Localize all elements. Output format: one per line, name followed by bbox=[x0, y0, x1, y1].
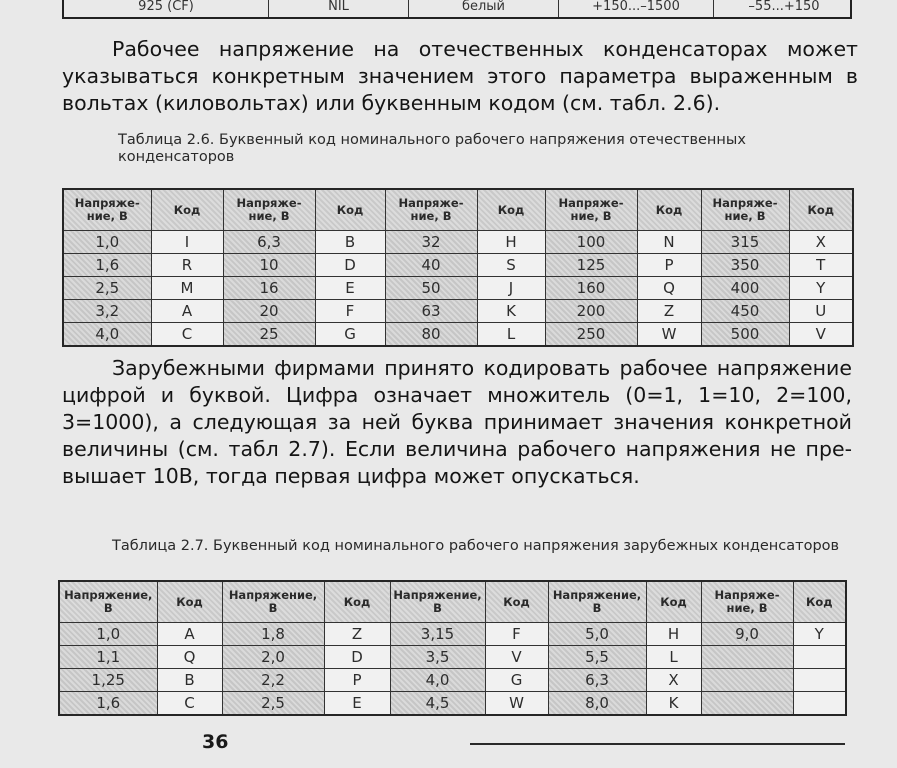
voltage-cell: 6,3 bbox=[223, 231, 315, 254]
header-code: Код bbox=[151, 189, 223, 231]
header-voltage: Напряжение, В bbox=[390, 581, 485, 623]
prev-cell: белый bbox=[409, 0, 559, 17]
voltage-cell: 250 bbox=[545, 323, 637, 347]
code-cell: E bbox=[315, 277, 385, 300]
voltage-cell: 1,25 bbox=[59, 669, 157, 692]
previous-table-last-row bbox=[62, 0, 852, 19]
voltage-cell: 315 bbox=[701, 231, 789, 254]
code-cell: L bbox=[477, 323, 545, 347]
table-row bbox=[63, 254, 853, 277]
code-cell: C bbox=[151, 323, 223, 347]
voltage-cell: 3,2 bbox=[63, 300, 151, 323]
voltage-cell: 160 bbox=[545, 277, 637, 300]
code-cell: F bbox=[315, 300, 385, 323]
header-code: Код bbox=[646, 581, 701, 623]
header-voltage: Напряжение, В bbox=[223, 189, 315, 231]
code-cell: I bbox=[151, 231, 223, 254]
code-cell: N bbox=[637, 231, 701, 254]
voltage-cell bbox=[701, 646, 793, 669]
prev-cell: NIL bbox=[269, 0, 409, 17]
code-cell: B bbox=[315, 231, 385, 254]
voltage-cell: 350 bbox=[701, 254, 789, 277]
voltage-cell: 200 bbox=[545, 300, 637, 323]
prev-cell: –55...+150 bbox=[748, 0, 820, 14]
table-2-6-caption: Таблица 2.6. Буквенный код номинального рабочего напряжения отечественных конденсаторов bbox=[118, 132, 746, 165]
code-cell: X bbox=[646, 669, 701, 692]
voltage-cell: 125 bbox=[545, 254, 637, 277]
voltage-cell: 500 bbox=[701, 323, 789, 347]
code-cell: M bbox=[151, 277, 223, 300]
header-voltage: Напряжение, В bbox=[701, 189, 789, 231]
voltage-cell: 80 bbox=[385, 323, 477, 347]
voltage-cell: 3,15 bbox=[390, 623, 485, 646]
table-row bbox=[63, 323, 853, 347]
table-2-6 bbox=[62, 188, 854, 347]
prev-cell: +150...–1500 bbox=[559, 0, 714, 17]
code-cell: G bbox=[485, 669, 548, 692]
voltage-cell: 5,5 bbox=[548, 646, 646, 669]
code-cell: D bbox=[315, 254, 385, 277]
page-number: 36 bbox=[202, 731, 229, 753]
voltage-cell: 400 bbox=[701, 277, 789, 300]
voltage-cell: 1,6 bbox=[59, 692, 157, 716]
header-voltage: Напряжение, В bbox=[222, 581, 324, 623]
table-row bbox=[63, 231, 853, 254]
header-code: Код bbox=[157, 581, 222, 623]
voltage-cell: 3,5 bbox=[390, 646, 485, 669]
voltage-cell: 4,0 bbox=[390, 669, 485, 692]
code-cell: P bbox=[324, 669, 390, 692]
table-row bbox=[63, 277, 853, 300]
voltage-cell: 16 bbox=[223, 277, 315, 300]
code-cell: Y bbox=[793, 623, 846, 646]
header-voltage: Напряжение, В bbox=[701, 581, 793, 623]
header-code: Код bbox=[793, 581, 846, 623]
code-cell: P bbox=[637, 254, 701, 277]
voltage-cell: 10 bbox=[223, 254, 315, 277]
header-code: Код bbox=[485, 581, 548, 623]
table-row bbox=[59, 646, 846, 669]
header-voltage: Напряжение, В bbox=[548, 581, 646, 623]
voltage-cell: 32 bbox=[385, 231, 477, 254]
header-code: Код bbox=[789, 189, 853, 231]
code-cell: Y bbox=[789, 277, 853, 300]
voltage-cell: 50 bbox=[385, 277, 477, 300]
table-row bbox=[59, 623, 846, 646]
paragraph-foreign-voltage: Зарубежными фирмами принято кодировать рабочее напряжение цифрой и буквой. Цифра означает множитель (0=1, 1=10, 2=100, 3=1000), а следующая за ней буква принимает значения конкретной величины (см. табл 2.7). Если величина рабочего напряжения не превышает 10В, тогда первая цифра может опускаться. bbox=[62, 356, 852, 488]
code-cell: J bbox=[477, 277, 545, 300]
code-cell: A bbox=[151, 300, 223, 323]
voltage-cell: 2,5 bbox=[222, 692, 324, 716]
table-header-row bbox=[59, 581, 846, 623]
code-cell: U bbox=[789, 300, 853, 323]
code-cell bbox=[793, 646, 846, 669]
voltage-cell: 2,5 bbox=[63, 277, 151, 300]
code-cell: T bbox=[789, 254, 853, 277]
voltage-cell: 2,0 bbox=[222, 646, 324, 669]
code-cell: R bbox=[151, 254, 223, 277]
voltage-cell: 40 bbox=[385, 254, 477, 277]
code-cell: V bbox=[485, 646, 548, 669]
code-cell: F bbox=[485, 623, 548, 646]
voltage-cell: 1,1 bbox=[59, 646, 157, 669]
voltage-cell bbox=[701, 692, 793, 716]
code-cell: A bbox=[157, 623, 222, 646]
header-code: Код bbox=[477, 189, 545, 231]
code-cell: W bbox=[637, 323, 701, 347]
voltage-cell: 9,0 bbox=[701, 623, 793, 646]
header-code: Код bbox=[315, 189, 385, 231]
paragraph-domestic-voltage: Рабочее напряжение на отечественных конденсаторах может указываться конкретным значением этого параметра выраженным в вольтах (киловольтах) или буквенным кодом (см. табл. 2.6). bbox=[62, 37, 858, 115]
header-voltage: Напряжение, В bbox=[385, 189, 477, 231]
code-cell: D bbox=[324, 646, 390, 669]
voltage-cell: 5,0 bbox=[548, 623, 646, 646]
voltage-cell: 63 bbox=[385, 300, 477, 323]
code-cell: Z bbox=[637, 300, 701, 323]
code-cell: H bbox=[646, 623, 701, 646]
header-code: Код bbox=[324, 581, 390, 623]
code-cell bbox=[793, 692, 846, 716]
voltage-cell: 2,2 bbox=[222, 669, 324, 692]
code-cell: Q bbox=[637, 277, 701, 300]
code-cell: Z bbox=[324, 623, 390, 646]
table-row bbox=[59, 692, 846, 716]
code-cell: K bbox=[477, 300, 545, 323]
code-cell: H bbox=[477, 231, 545, 254]
table-2-7 bbox=[58, 580, 847, 716]
header-voltage: Напряжение, В bbox=[545, 189, 637, 231]
code-cell: S bbox=[477, 254, 545, 277]
voltage-cell: 450 bbox=[701, 300, 789, 323]
table-2-7-caption: Таблица 2.7. Буквенный код номинального рабочего напряжения зарубежных конденсаторов bbox=[112, 538, 840, 554]
code-cell: C bbox=[157, 692, 222, 716]
voltage-cell: 8,0 bbox=[548, 692, 646, 716]
table-row bbox=[63, 300, 853, 323]
table-row bbox=[59, 669, 846, 692]
code-cell: V bbox=[789, 323, 853, 347]
prev-cell: 925 (CF) bbox=[64, 0, 269, 17]
voltage-cell: 1,6 bbox=[63, 254, 151, 277]
code-cell bbox=[793, 669, 846, 692]
code-cell: K bbox=[646, 692, 701, 716]
footer-rule bbox=[470, 743, 845, 745]
table-header-row bbox=[63, 189, 853, 231]
code-cell: B bbox=[157, 669, 222, 692]
voltage-cell: 100 bbox=[545, 231, 637, 254]
code-cell: E bbox=[324, 692, 390, 716]
code-cell: Q bbox=[157, 646, 222, 669]
header-code: Код bbox=[637, 189, 701, 231]
voltage-cell: 20 bbox=[223, 300, 315, 323]
header-voltage: Напряжение, В bbox=[59, 581, 157, 623]
voltage-cell: 25 bbox=[223, 323, 315, 347]
voltage-cell bbox=[701, 669, 793, 692]
code-cell: X bbox=[789, 231, 853, 254]
code-cell: G bbox=[315, 323, 385, 347]
header-voltage: Напряжение, В bbox=[63, 189, 151, 231]
code-cell: L bbox=[646, 646, 701, 669]
voltage-cell: 6,3 bbox=[548, 669, 646, 692]
voltage-cell: 4,0 bbox=[63, 323, 151, 347]
code-cell: W bbox=[485, 692, 548, 716]
voltage-cell: 1,8 bbox=[222, 623, 324, 646]
voltage-cell: 4,5 bbox=[390, 692, 485, 716]
voltage-cell: 1,0 bbox=[59, 623, 157, 646]
voltage-cell: 1,0 bbox=[63, 231, 151, 254]
